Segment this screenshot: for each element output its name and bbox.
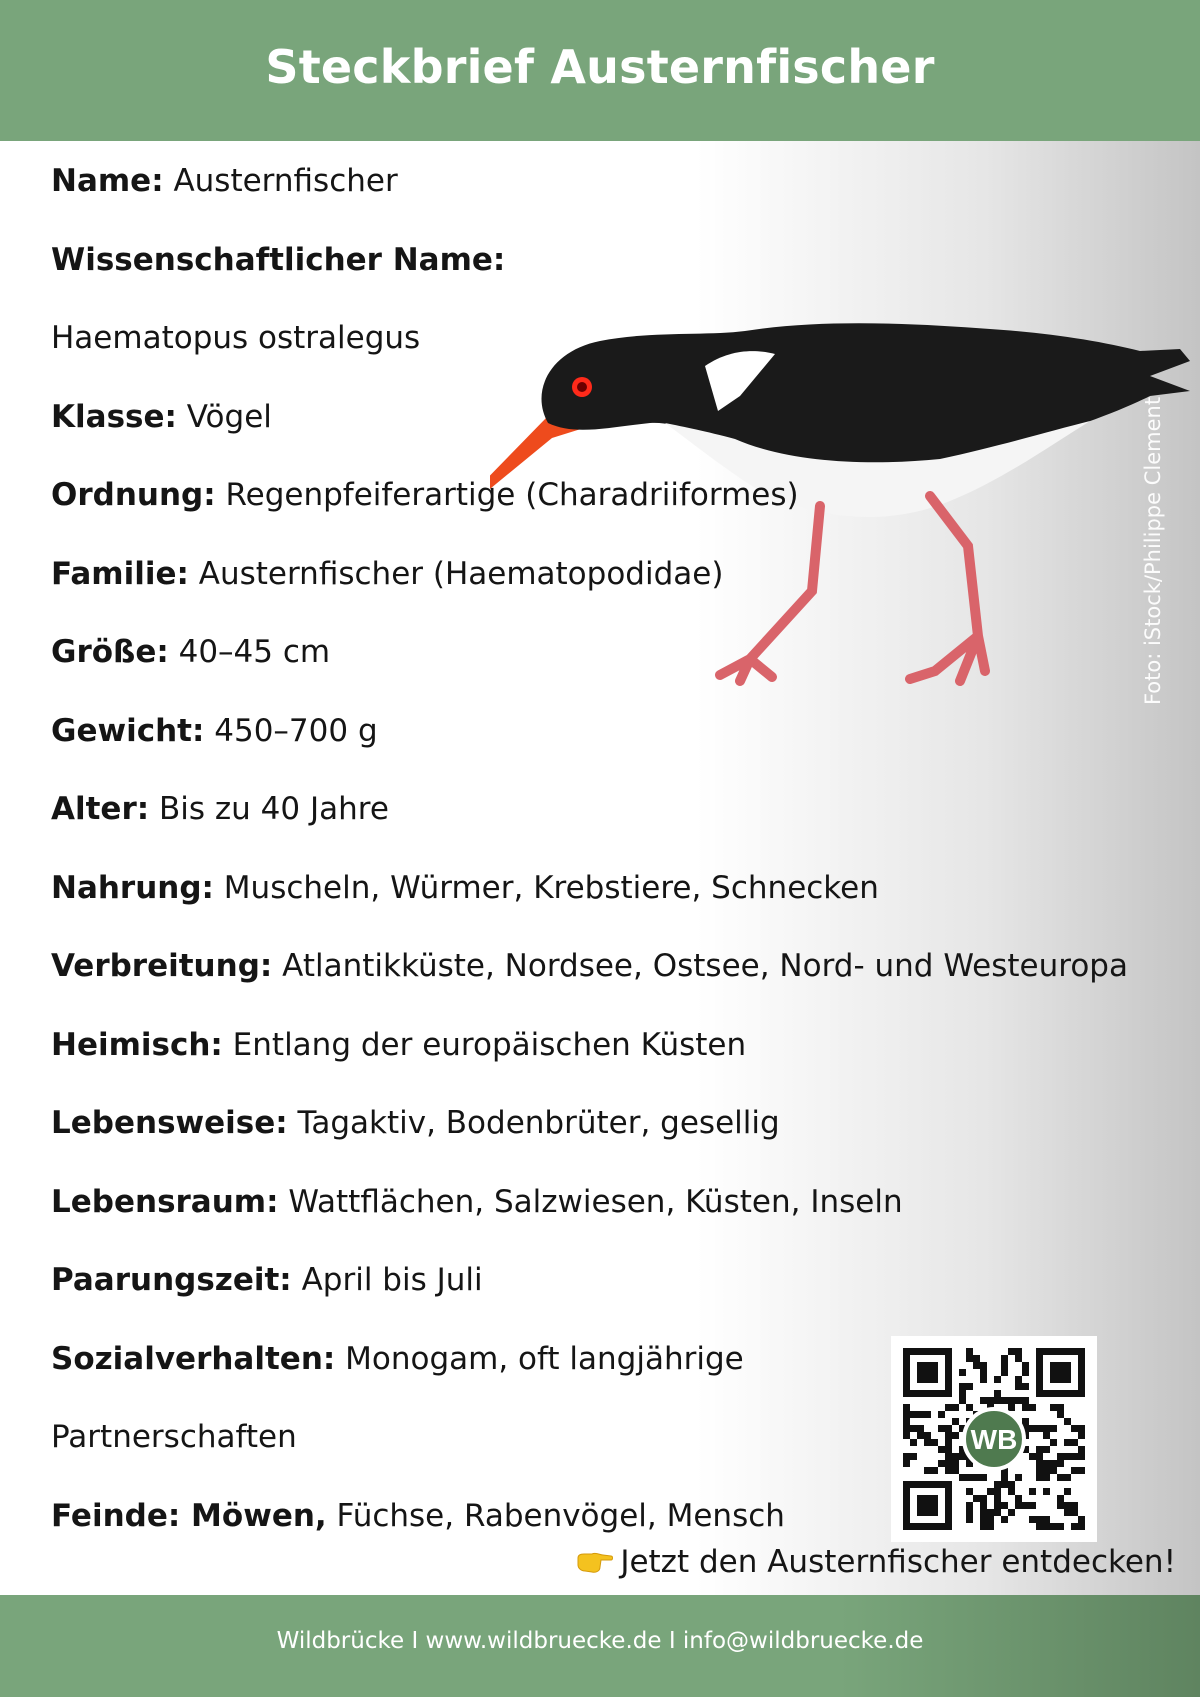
footer-bar bbox=[0, 1595, 1200, 1697]
bird-body-dark bbox=[541, 323, 1190, 465]
footer-contact: Wildbrücke I www.wildbruecke.de I info@wildbruecke.de bbox=[276, 1628, 924, 1654]
fact-verbreitung: Verbreitung: Atlantikküste, Nordsee, Ostsee, Nord- und Westeuropa bbox=[51, 948, 1128, 984]
qr-badge-label: WB bbox=[970, 1424, 1018, 1455]
fact-heimisch: Heimisch: Entlang der europäischen Küsten bbox=[51, 1027, 747, 1063]
fact-feinde: Feinde: Möwen, Füchse, Rabenvögel, Mensch bbox=[51, 1498, 785, 1534]
fact-scientific-name-label: Wissenschaftlicher Name: bbox=[51, 242, 506, 278]
fact-name: Name: Austernfischer bbox=[51, 163, 398, 199]
page-title: Steckbrief Austernfischer bbox=[265, 39, 935, 94]
cta-line[interactable] bbox=[576, 1544, 1176, 1580]
fact-lebensweise: Lebensweise: Tagaktiv, Bodenbrüter, gesellig bbox=[51, 1105, 780, 1141]
cta-text: Jetzt den Austernfischer entdecken! bbox=[620, 1544, 1176, 1580]
fact-groesse: Größe: 40–45 cm bbox=[51, 634, 331, 670]
qr-code[interactable] bbox=[891, 1336, 1097, 1542]
fact-scientific-name-value: Haematopus ostralegus bbox=[51, 320, 421, 356]
fact-sozialverhalten-cont: Partnerschaften bbox=[51, 1419, 297, 1455]
fact-paarungszeit: Paarungszeit: April bis Juli bbox=[51, 1262, 483, 1298]
fact-sheet bbox=[0, 141, 1200, 1595]
fact-alter: Alter: Bis zu 40 Jahre bbox=[51, 791, 389, 827]
fact-familie: Familie: Austernfischer (Haematopodidae) bbox=[51, 556, 724, 592]
fact-lebensraum: Lebensraum: Wattflächen, Salzwiesen, Küsten, Inseln bbox=[51, 1184, 903, 1220]
header-bar bbox=[0, 0, 1200, 141]
photo-credit: Foto: iStock/Philippe Clement bbox=[1141, 396, 1165, 706]
fact-ordnung: Ordnung: Regenpfeiferartige (Charadriiformes) bbox=[51, 477, 799, 513]
oystercatcher-photo bbox=[490, 191, 1200, 731]
fact-sozialverhalten: Sozialverhalten: Monogam, oft langjährige bbox=[51, 1341, 744, 1377]
bird-leg-back bbox=[910, 496, 985, 681]
bird-leg-front bbox=[720, 506, 820, 681]
pointing-hand-icon bbox=[576, 1549, 614, 1575]
fact-nahrung: Nahrung: Muscheln, Würmer, Krebstiere, Schnecken bbox=[51, 870, 879, 906]
fact-gewicht: Gewicht: 450–700 g bbox=[51, 713, 378, 749]
bird-eye bbox=[577, 382, 587, 392]
fact-klasse: Klasse: Vögel bbox=[51, 399, 272, 435]
qr-code-pattern bbox=[891, 1336, 1097, 1542]
